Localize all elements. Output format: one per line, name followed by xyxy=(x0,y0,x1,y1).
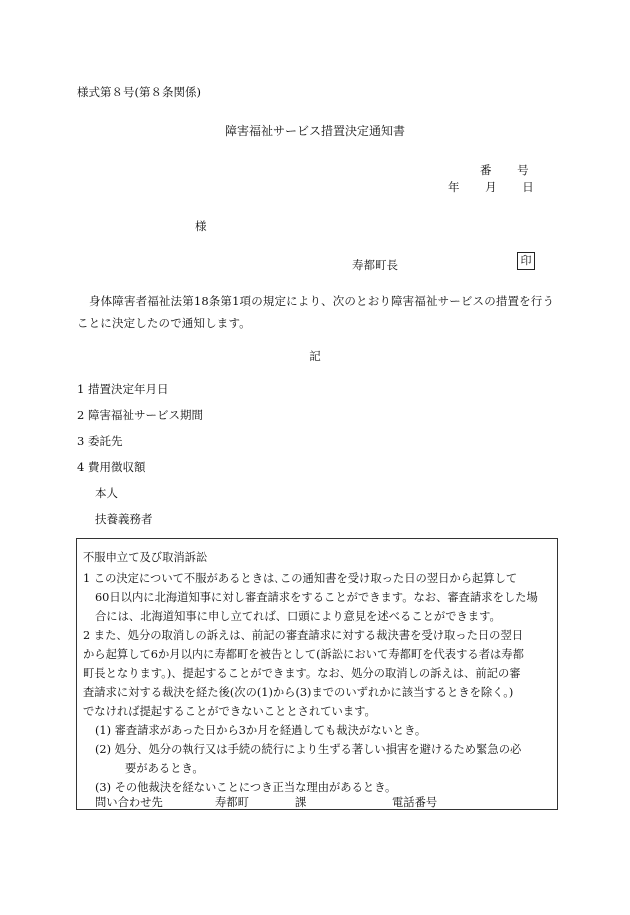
issuer-name: 寿都町長 xyxy=(352,258,398,272)
notice-line: 査請求に対する裁決を経た後(次の(1)から(3)までのいずれかに該当するときを除く。) xyxy=(83,686,514,699)
appeal-notice-box xyxy=(76,538,558,810)
notice-line: 合には、北海道知事に申し立てれば、口頭により意見を述べることができます。 xyxy=(95,610,501,623)
notice-line: 要があるとき。 xyxy=(125,762,204,775)
notice-line: (3) その他裁決を経ないことにつき正当な理由があるとき。 xyxy=(95,781,397,794)
item-fee: 4 費用徴収額 xyxy=(77,460,146,474)
recipient-suffix: 様 xyxy=(195,219,207,233)
notice-body-text: 身体障害者福祉法第18条第1項の規定により、次のとおり障害福祉サービスの措置を行うことに決定したので通知します。 xyxy=(77,294,555,330)
notice-line: (1) 審査請求があった日から3か月を経過しても裁決がないとき。 xyxy=(95,724,427,737)
contact-town: 寿都町 xyxy=(215,796,249,809)
contact-phone-label: 電話番号 xyxy=(392,796,438,809)
notice-line: 60日以内に北海道知事に対し審査請求をすることができます。なお、審査請求をした場 xyxy=(95,591,538,604)
ki-heading: 記 xyxy=(309,349,321,363)
document-number-line: 番 号 xyxy=(480,163,529,177)
sub-item-guardian: 扶養義務者 xyxy=(95,512,153,526)
seal-stamp-box: 印 xyxy=(517,252,535,270)
item-contractor: 3 委託先 xyxy=(77,434,123,448)
notice-line: から起算して6か月以内に寿都町を被告として(訴訟において寿都町を代表する者は寿都 xyxy=(83,648,524,661)
form-number: 様式第８号(第８条関係) xyxy=(77,85,201,99)
notice-line: (2) 処分、処分の執行又は手続の続行により生ずる著しい損害を避けるため緊急の必 xyxy=(95,743,522,756)
contact-label: 問い合わせ先 xyxy=(95,796,163,809)
notice-line: 町長となります。)、提起することができます。なお、処分の取消しの訴えは、前記の審 xyxy=(83,667,521,680)
date-line: 年 月 日 xyxy=(448,180,534,194)
page-title: 障害福祉サービス措置決定通知書 xyxy=(224,124,405,138)
notice-line: でなければ提起することができないこととされています。 xyxy=(83,705,376,718)
sub-item-self: 本人 xyxy=(95,486,118,500)
item-service-period: 2 障害福祉サービス期間 xyxy=(77,408,203,422)
notice-line: 1 この決定について不服があるときは､この通知書を受け取った日の翌日から起算して xyxy=(83,572,518,585)
item-decision-date: 1 措置決定年月日 xyxy=(77,382,169,396)
notice-heading: 不服申立て及び取消訴訟 xyxy=(83,551,208,564)
notice-line: 2 また、処分の取消しの訴えは、前記の審査請求に対する裁決書を受け取った日の翌日 xyxy=(83,629,524,642)
contact-section: 課 xyxy=(295,796,307,809)
